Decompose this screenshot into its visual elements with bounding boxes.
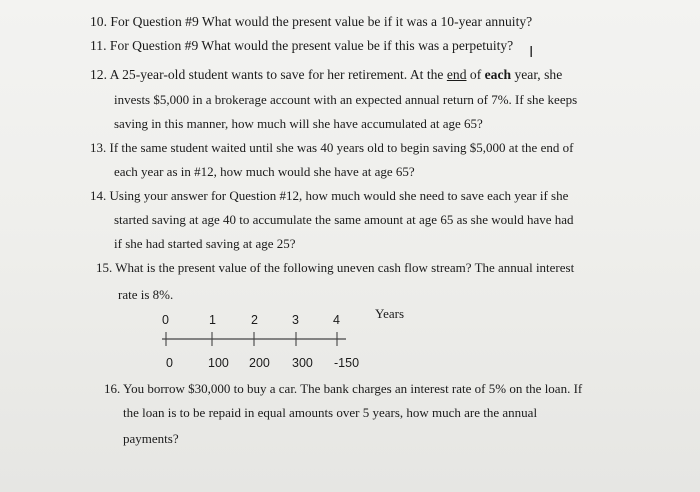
cash-flow-0: 0 bbox=[166, 356, 173, 370]
question-16-line-3: payments? bbox=[123, 431, 179, 446]
question-13-line-1: 13. If the same student waited until she was 40 years old to begin saving $5,000 at the end of bbox=[90, 140, 574, 155]
question-12-text-a: 12. A 25-year-old student wants to save for her retirement. At the bbox=[90, 67, 447, 82]
question-13-line-2: each year as in #12, how much would she have at age 65? bbox=[114, 164, 415, 179]
question-12-line-2: invests $5,000 in a brokerage account with an expected annual return of 7%. If she keeps bbox=[114, 92, 578, 107]
question-14-line-2: started saving at age 40 to accumulate the same amount at age 65 as she would have had bbox=[114, 212, 574, 227]
period-label-3: 3 bbox=[292, 313, 299, 327]
cash-flow-1: 100 bbox=[208, 356, 229, 370]
period-label-2: 2 bbox=[251, 313, 258, 327]
question-14-line-1: 14. Using your answer for Question #12, how much would she need to save each year if she bbox=[90, 188, 569, 203]
question-12-end-word: end bbox=[446, 67, 467, 82]
question-12-each-word: each bbox=[484, 67, 512, 82]
question-16-line-2: the loan is to be repaid in equal amounts over 5 years, how much are the annual bbox=[123, 405, 538, 420]
question-14-line-3: if she had started saving at age 25? bbox=[114, 236, 296, 251]
question-16-line-1: 16. You borrow $30,000 to buy a car. The bank charges an interest rate of 5% on the loan. If bbox=[104, 381, 583, 396]
question-12-line-3: saving in this manner, how much will she have accumulated at age 65? bbox=[114, 116, 483, 131]
period-label-4: 4 bbox=[333, 313, 340, 327]
period-label-0: 0 bbox=[162, 313, 169, 327]
question-15-line-2: rate is 8%. bbox=[118, 287, 174, 302]
question-15-line-1: 15. What is the present value of the following uneven cash flow stream? The annual interest bbox=[96, 260, 575, 275]
question-10: 10. For Question #9 What would the present value be if it was a 10-year annuity? bbox=[90, 14, 533, 29]
question-12-of-word: of bbox=[466, 67, 485, 82]
cash-flow-4: -150 bbox=[334, 356, 360, 370]
text-cursor-icon: I bbox=[529, 43, 534, 61]
question-11: 11. For Question #9 What would the present value be if this was a perpetuity? bbox=[90, 38, 514, 53]
cash-flow-2: 200 bbox=[249, 356, 270, 370]
period-label-1: 1 bbox=[209, 313, 216, 327]
timeline-unit-label: Years bbox=[375, 306, 405, 321]
cash-flow-3: 300 bbox=[292, 356, 313, 370]
question-12-text-b: year, she bbox=[511, 67, 563, 82]
